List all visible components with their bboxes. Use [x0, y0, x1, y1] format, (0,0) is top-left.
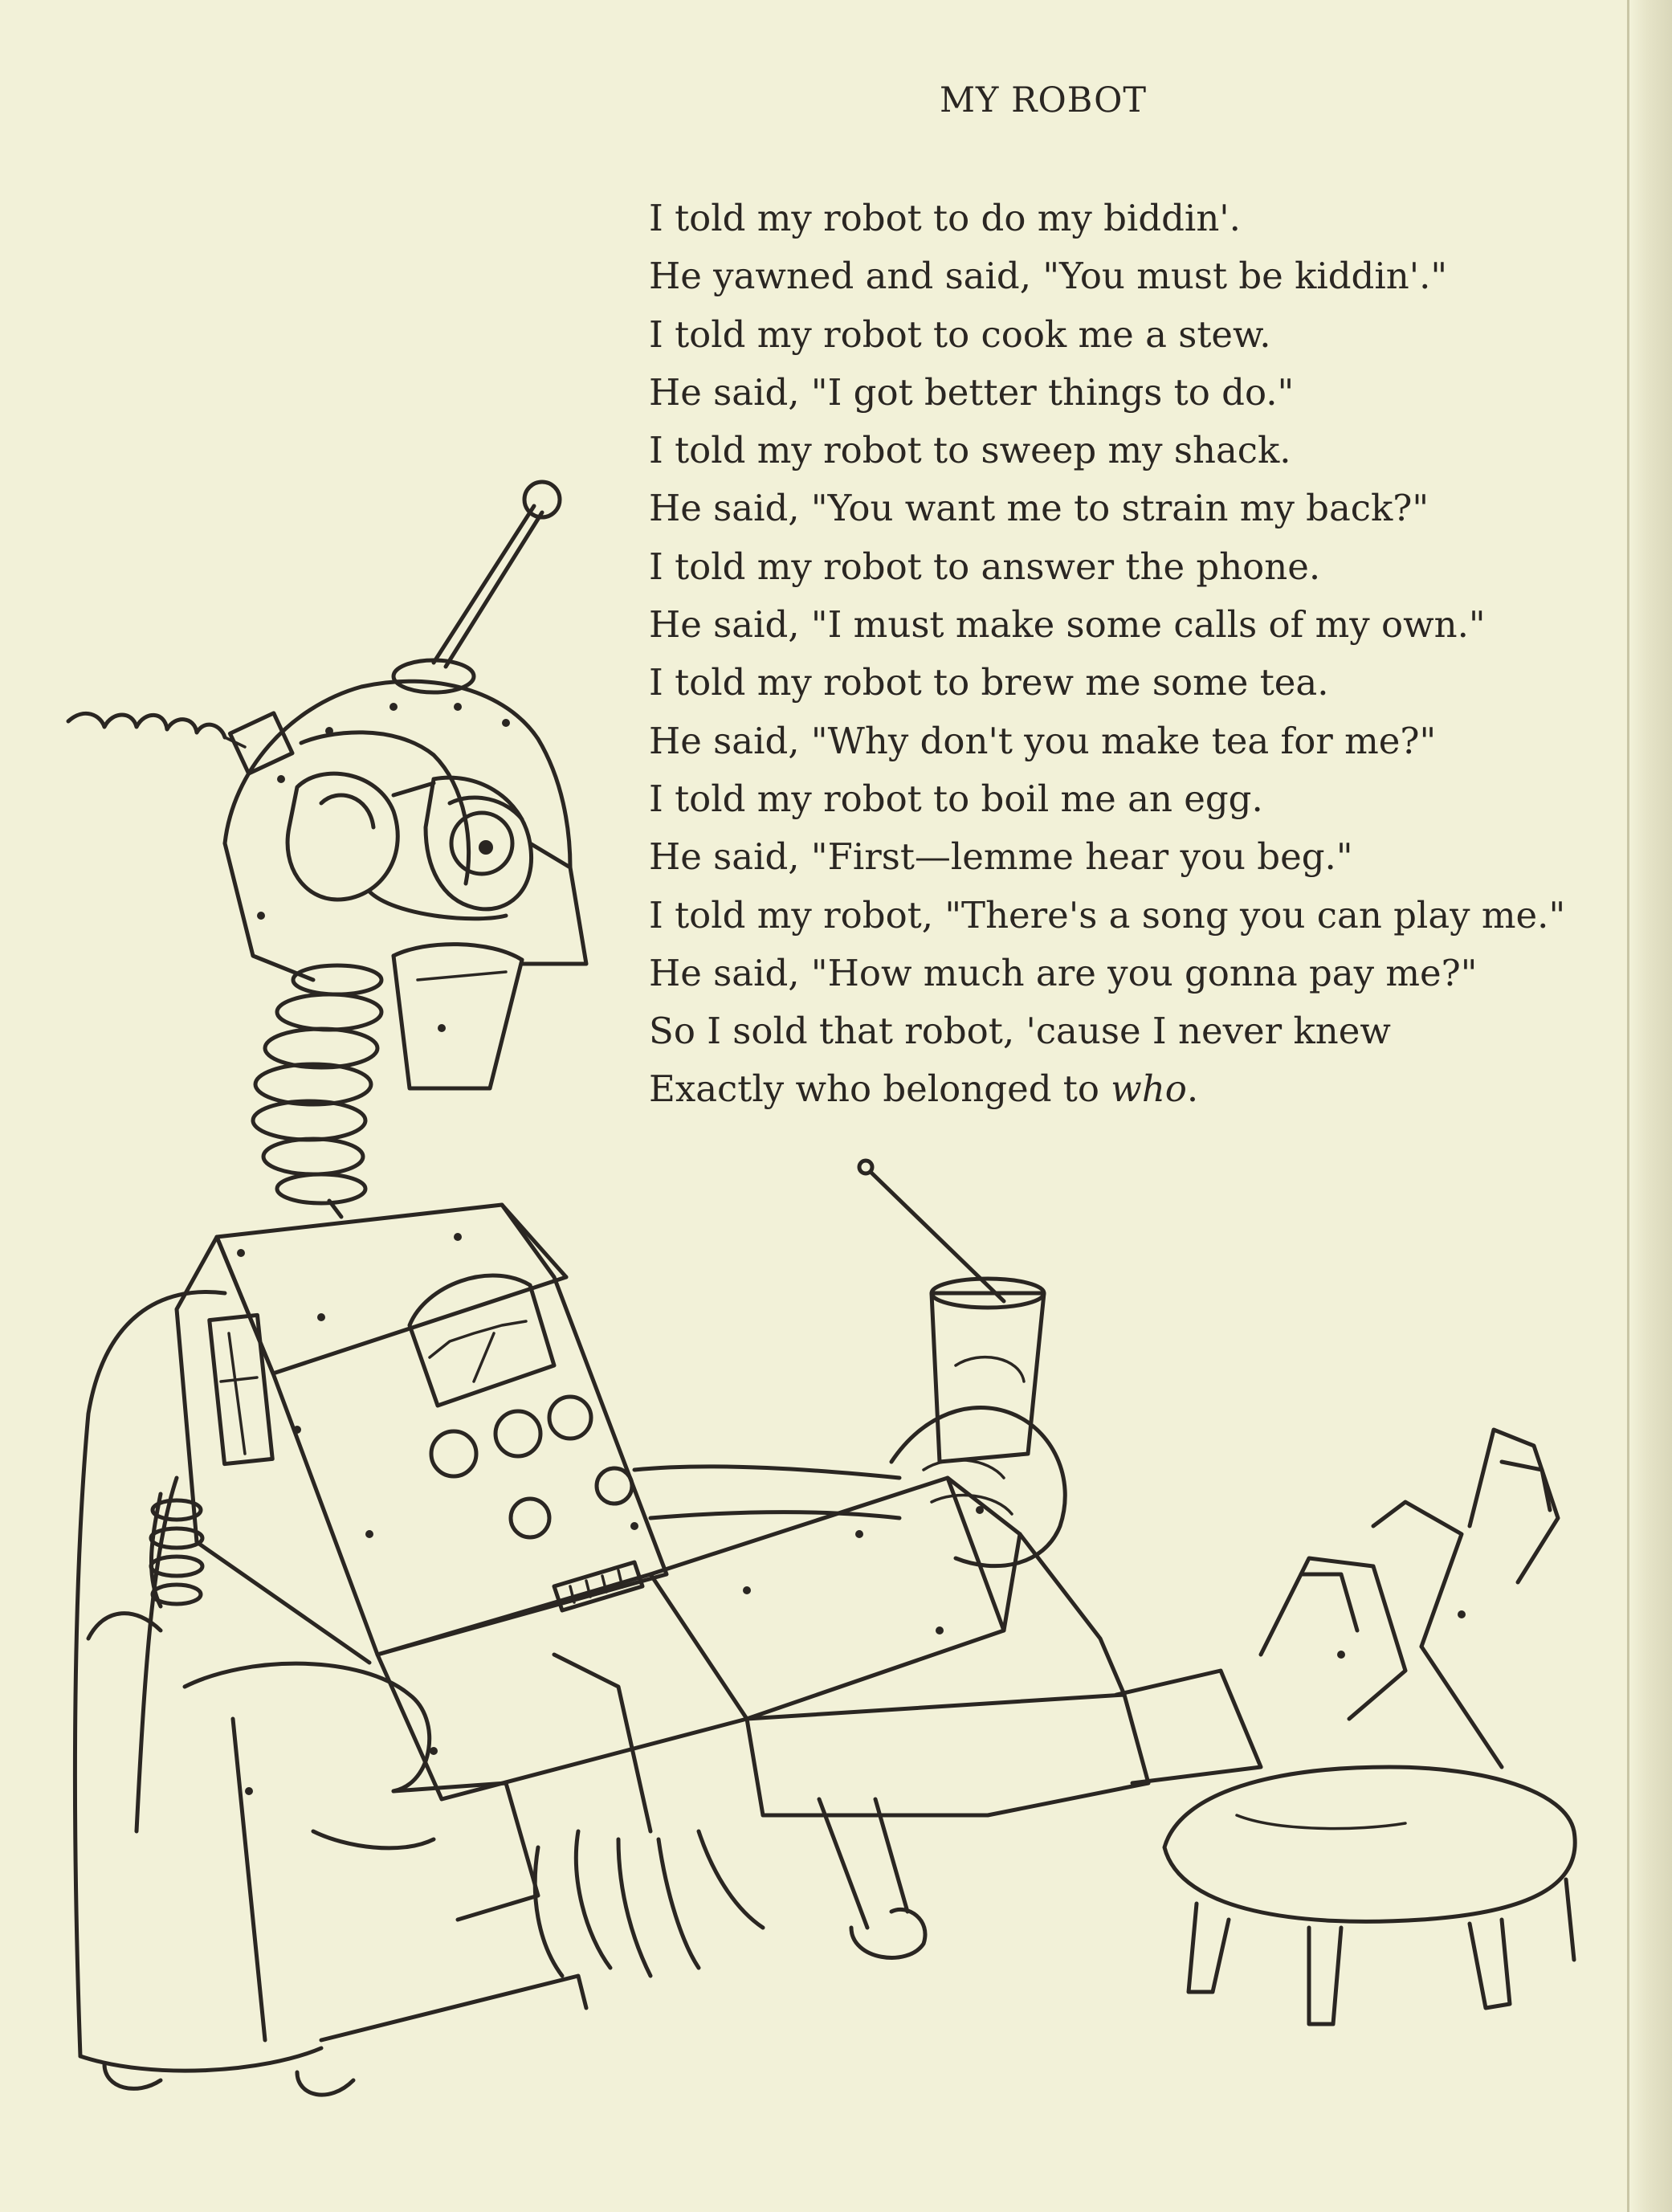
poem-line: I told my robot to answer the phone.: [649, 545, 1321, 588]
page-gutter: [1630, 0, 1672, 2212]
poem-line: I told my robot to cook me a stew.: [649, 312, 1271, 356]
poem-line: He said, "I got better things to do.": [649, 370, 1295, 414]
poem-line: I told my robot to brew me some tea.: [649, 661, 1329, 704]
dangling-hand-icon: [535, 1655, 763, 1976]
poem-line: He said, "How much are you gonna pay me?": [649, 951, 1478, 994]
page-gutter-line: [1627, 0, 1629, 2212]
poem-line: He said, "You want me to strain my back?": [649, 487, 1429, 530]
robot-torso-icon: [177, 1205, 667, 1663]
robot-legs-icon: [377, 1478, 1148, 1957]
poem-line: I told my robot to boil me an egg.: [649, 777, 1263, 820]
poem-line: I told my robot to do my biddin'.: [649, 197, 1241, 239]
footstool-icon: [1164, 1767, 1575, 2024]
poem-line: He yawned and said, "You must be kiddin'.": [649, 255, 1448, 298]
robot-feet-icon: [1116, 1430, 1558, 1783]
last-line-suffix: .: [1186, 1067, 1199, 1111]
robot-head-icon: [225, 681, 586, 1088]
antenna-icon: [394, 482, 560, 692]
poem-title: MY ROBOT: [940, 80, 1148, 120]
poem-line: So I sold that robot, 'cause I never knew: [649, 1010, 1391, 1053]
poem-line: He said, "First—lemme hear you beg.": [649, 835, 1353, 879]
robot-in-armchair-drawing-icon: [56, 466, 1582, 2136]
poem-line: I told my robot, "There's a song you can play me.": [649, 893, 1566, 937]
coil-wire-icon: [68, 713, 292, 773]
poem-line: I told my robot to sweep my shack.: [649, 429, 1291, 472]
poem-line: He said, "Why don't you make tea for me?": [649, 719, 1437, 762]
poem-line: He said, "I must make some calls of my own.": [649, 603, 1486, 647]
robot-arm-icon: [151, 1408, 1065, 1607]
spring-neck-icon: [253, 965, 381, 1217]
last-line-emphasis: who: [1111, 1067, 1187, 1111]
last-line-prefix: Exactly who belonged to: [649, 1067, 1111, 1111]
